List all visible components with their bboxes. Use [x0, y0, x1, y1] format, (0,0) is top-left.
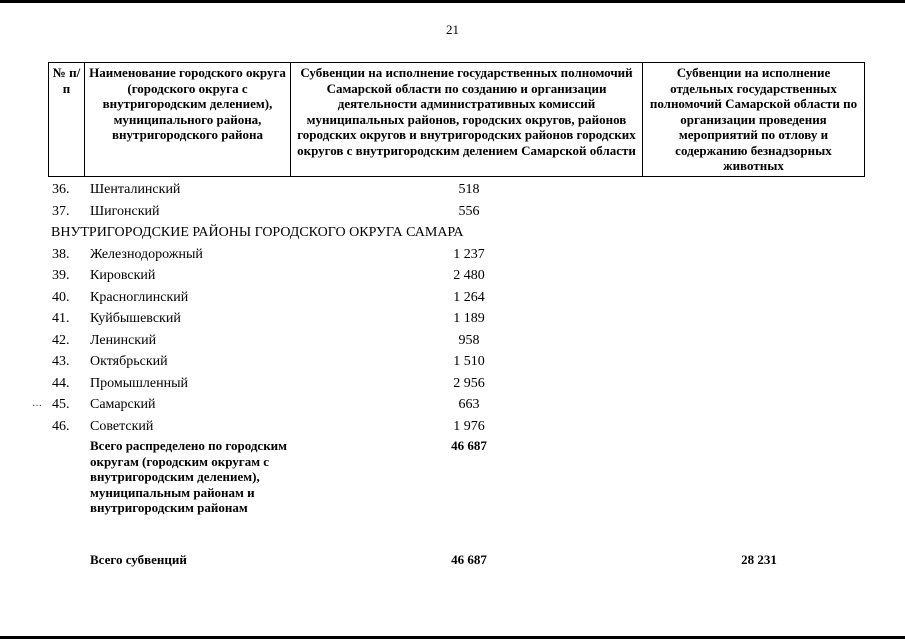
- grand-total-value-col3: 46 687: [451, 552, 487, 567]
- row-value: 1 237: [453, 246, 485, 262]
- total-distributed-label: Всего распределено по городским округам (городским округам с внутригородским делением), муниципальным районам и внутригородским районам: [90, 438, 288, 515]
- row-name: Промышленный: [90, 375, 188, 391]
- top-border: [0, 0, 905, 3]
- row-name: Октябрьский: [90, 354, 168, 369]
- header-stray-animals: Субвенции на исполнение отдельных государственных полномочий Самарской области по организации проведения мероприятий по отлову и содержанию безнадзорных животных: [643, 63, 865, 177]
- row-name: Куйбышевский: [90, 311, 181, 326]
- grand-total-row: [0, 552, 905, 572]
- table-header: [48, 62, 865, 177]
- row-number: 43.: [52, 354, 70, 369]
- row-value: 518: [458, 182, 480, 197]
- table-row: [0, 202, 905, 224]
- row-number: 46.: [52, 418, 70, 434]
- table-row: [0, 288, 905, 310]
- row-value: 2 956: [453, 375, 485, 391]
- header-name: Наименование городского округа (городского округа с внутригородским делением), муниципального района, внутригородского района: [85, 63, 291, 177]
- row-number: 37.: [52, 203, 70, 219]
- total-distributed-value: 46 687: [451, 438, 487, 453]
- table-row: [0, 395, 905, 417]
- row-number: 42.: [52, 332, 70, 348]
- row-number: 41.: [52, 311, 70, 326]
- row-name: Самарский: [90, 397, 156, 412]
- bottom-border: [0, 636, 905, 639]
- row-number: 44.: [52, 375, 70, 391]
- table-row: [0, 245, 905, 267]
- row-value: 1 264: [453, 289, 485, 305]
- section-title: ВНУТРИГОРОДСКИЕ РАЙОНЫ ГОРОДСКОГО ОКРУГА САМАРА: [51, 225, 464, 240]
- row-name: Кировский: [90, 268, 156, 283]
- row-number: 45.: [52, 397, 70, 412]
- table-row: [0, 331, 905, 353]
- row-value: 1 510: [453, 354, 485, 369]
- table-row: [0, 180, 905, 202]
- section-row: [0, 223, 905, 245]
- row-number: 38.: [52, 246, 70, 262]
- grand-total-value-col4: 28 231: [741, 552, 777, 567]
- page-number: 21: [446, 22, 459, 37]
- row-number: 39.: [52, 268, 70, 283]
- row-value: 663: [458, 397, 480, 412]
- row-name: Шигонский: [90, 203, 160, 219]
- header-admin-commissions: Субвенции на исполнение государственных полномочий Самарской области по созданию и организации деятельности административных комиссий муниципальных районов, городских округов, районов городских округов и внутригородских районов городских округов с внутригородским делением Самарской области: [291, 63, 643, 177]
- row-value: 556: [458, 203, 480, 219]
- total-distributed-row: [0, 438, 905, 552]
- row-name: Советский: [90, 418, 154, 434]
- table-row: [0, 374, 905, 396]
- margin-mark: …: [32, 398, 42, 409]
- row-value: 2 480: [453, 268, 485, 283]
- row-name: Шенталинский: [90, 182, 181, 197]
- table-row: [0, 352, 905, 374]
- row-value: 958: [458, 332, 480, 348]
- row-number: 36.: [52, 182, 70, 197]
- table-row: [0, 266, 905, 288]
- row-name: Железнодорожный: [90, 246, 203, 262]
- header-number: № п/п: [49, 63, 85, 177]
- row-name: Ленинский: [90, 332, 157, 348]
- row-number: 40.: [52, 289, 70, 305]
- table-body: [0, 180, 905, 572]
- table-row: [0, 309, 905, 331]
- row-name: Красноглинский: [90, 289, 189, 305]
- table-row: [0, 417, 905, 439]
- row-value: 1 976: [453, 418, 485, 434]
- grand-total-label: Всего субвенций: [90, 552, 187, 567]
- row-value: 1 189: [453, 311, 485, 326]
